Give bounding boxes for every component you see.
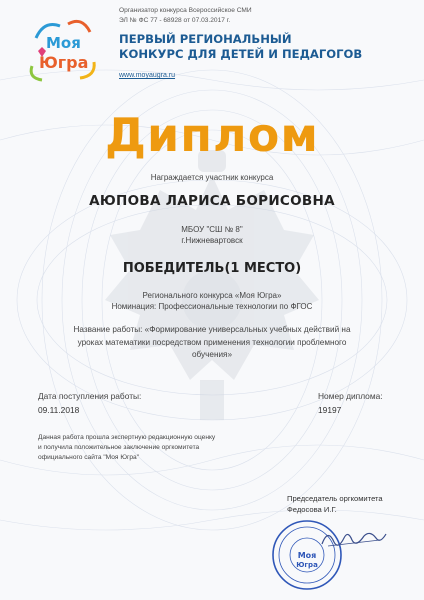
website-link[interactable]: www.moyaugra.ru [119,72,176,79]
awarded-text: Награждается участник конкурса [150,173,274,182]
svg-text:Моя: Моя [297,551,317,560]
handwritten-signature [318,526,388,552]
place-result: ПОБЕДИТЕЛЬ(1 МЕСТО) [122,261,302,276]
school-name: МБОУ "СШ № 8" [181,225,243,234]
svg-text:Югра: Югра [296,561,318,569]
svg-text:Югра: Югра [39,53,89,72]
received-date-label: Дата поступления работы: [38,391,142,401]
signer-role: Председатель оргкомитета [287,494,383,503]
expert-review-note [38,433,298,463]
note-line2: и получила положительное заключение оргкомитета [38,444,200,451]
city-name: г.Нижневартовск [181,236,243,245]
work-title-line2: уроках математики посредством применения технологии проблемного [77,337,347,347]
work-title-line1: Название работы: «Формирование универсальных учебных действий на [73,325,351,334]
note-line1: Данная работа прошла экспертную редакционную оценку [38,434,216,441]
contest-title-line2: КОНКУРС ДЛЯ ДЕТЕЙ И ПЕДАГОГОВ [119,47,363,61]
diploma-title: Диплом [105,108,319,162]
contest-title [119,32,419,62]
contest-name: Регионального конкурса «Моя Югра» [142,291,282,300]
moya-yugra-logo [24,18,102,86]
contest-title-line1: ПЕРВЫЙ РЕГИОНАЛЬНЫЙ [119,32,292,46]
signer-name: Федосова И.Г. [287,505,337,514]
diploma-number-value: 19197 [318,405,342,415]
svg-text:Моя: Моя [46,34,81,52]
eagle-emblem-watermark [105,150,319,420]
nomination: Номинация: Профессиональные технологии по ФГОС [111,302,313,311]
note-line3: официального сайта "Моя Югра" [38,454,140,461]
registration-line: ЭЛ № ФС 77 - 68928 от 07.03.2017 г. [119,17,231,24]
diploma-number-label: Номер диплома: [318,391,383,401]
organizer-line: Организатор конкурса Всероссийское СМИ [119,7,252,14]
work-title [20,324,404,362]
received-date-value: 09.11.2018 [38,405,80,415]
work-title-line3: обучения» [191,350,233,359]
participant-name: АЮПОВА ЛАРИСА БОРИСОВНА [89,193,335,209]
